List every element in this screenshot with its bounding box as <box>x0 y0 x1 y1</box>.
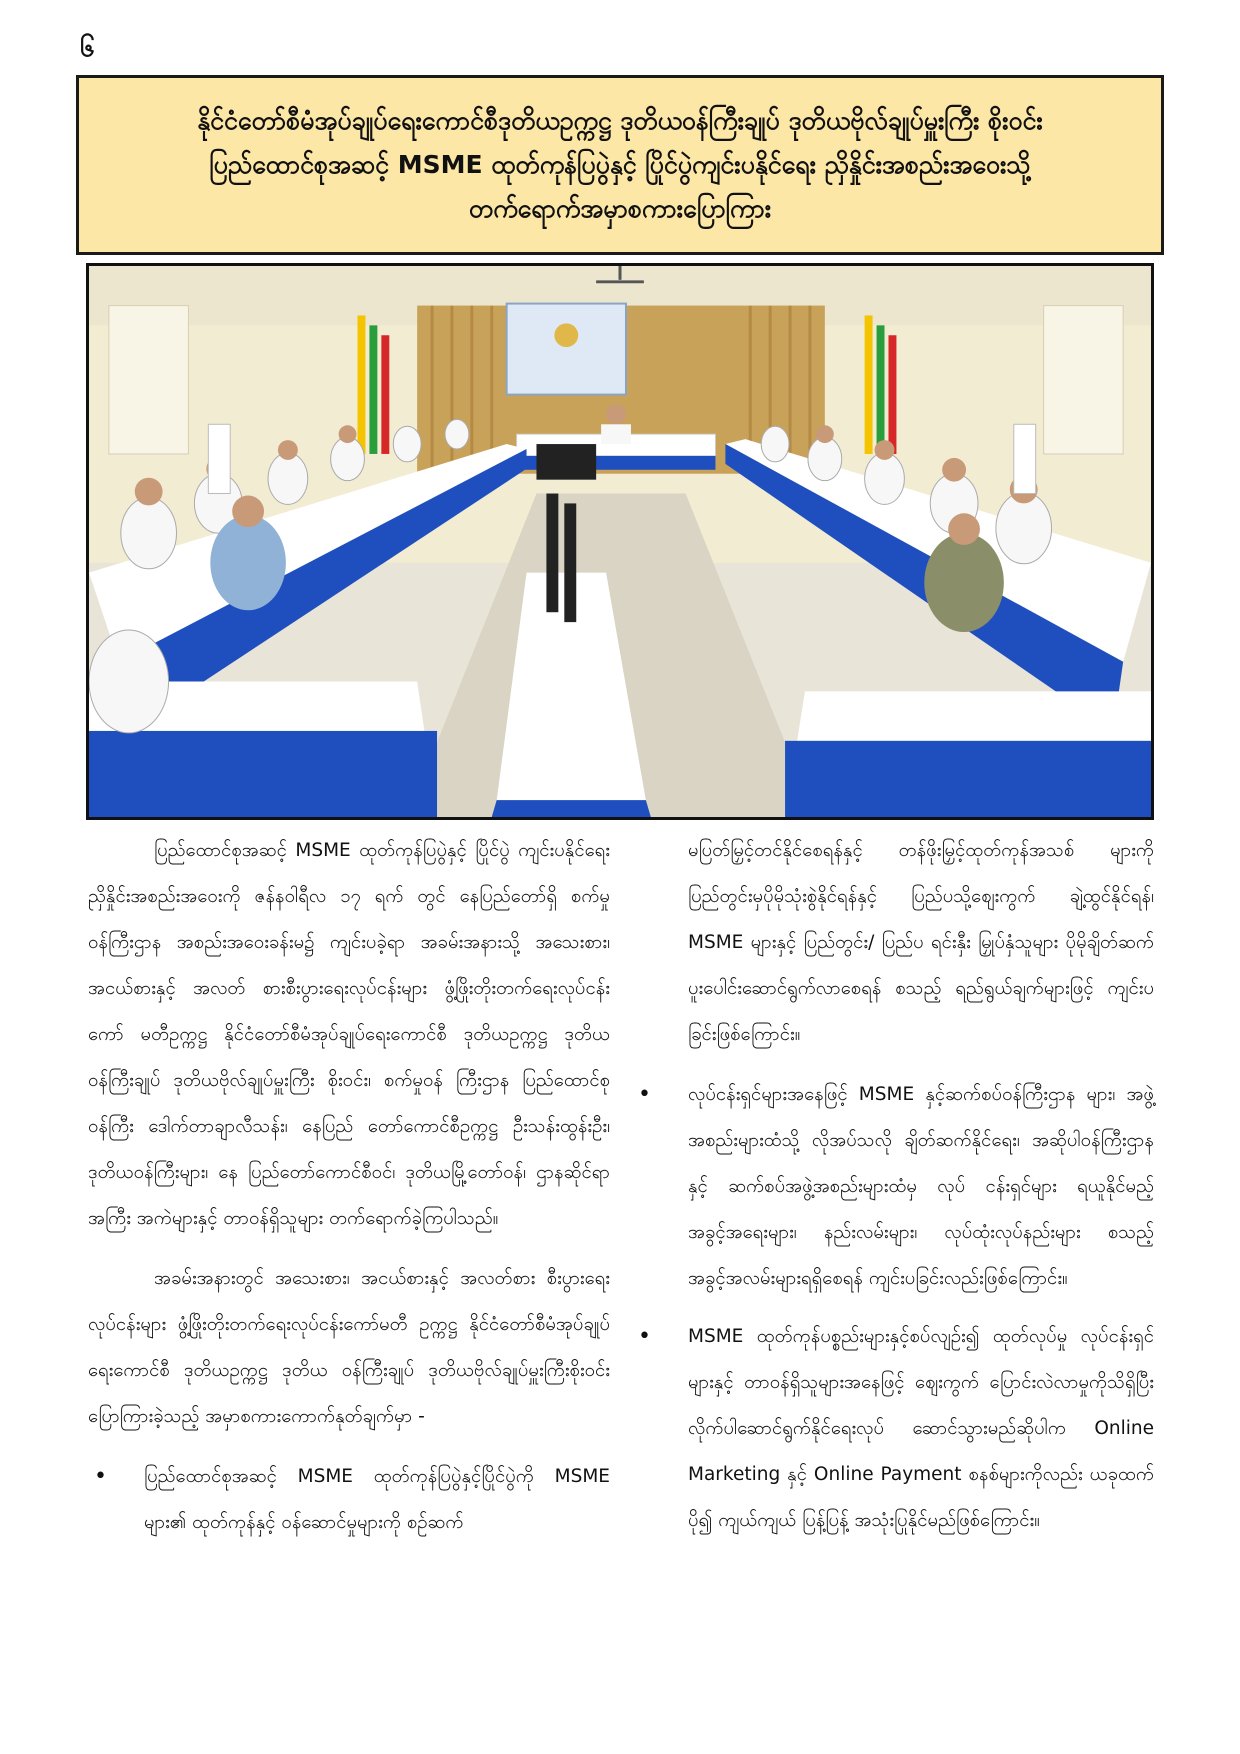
bullet-dot: • <box>638 1324 651 1349</box>
bullet-item-1 <box>88 1454 610 1546</box>
bullet-item-3 <box>632 1314 1154 1544</box>
page-number: ၆ <box>80 33 95 63</box>
bullet-item-1-continuation: မပြတ်မြှင့်တင်နိုင်စေရန်နှင့် တန်ဖိုးမြှင့်ထုတ်ကုန်အသစ် များကို ပြည်တွင်းမှပိုမိုသုံးစွဲနိုင်ရန်နှင့် ပြည်ပသို့စျေးကွက် ချဲ့ထွင်နိုင်ရန်၊ MSME များနှင့် ပြည်တွင်း/ ပြည်ပ ရင်းနှီး မြှုပ်နှံသူများ ပိုမိုချိတ်ဆက်ပူးပေါင်းဆောင်ရွက်လာစေရန် စသည့် ရည်ရွယ်ချက်များဖြင့် ကျင်းပခြင်းဖြစ်ကြောင်း။ <box>688 840 1154 1045</box>
meeting-photo-illustration <box>89 266 1151 817</box>
bullet-dot: • <box>94 1464 107 1489</box>
bullet-item-3-text: MSME ထုတ်ကုန်ပစ္စည်းများနှင့်စပ်လျဉ်း၍ ထုတ်လုပ်မှု လုပ်ငန်းရှင်များနှင့် တာဝန်ရှိသူများအနေဖြင့် ဈေးကွက် ပြောင်းလဲလာမှုကိုသိရှိပြီး လိုက်ပါဆောင်ရွက်နိုင်ရေးလုပ် ဆောင်သွားမည်ဆိုပါက Online Marketing နှင့် Online Payment စနစ်များကိုလည်း ယခုထက်ပို၍ ကျယ်ကျယ် ပြန့်ပြန့် အသုံးပြုနိုင်မည်ဖြစ်ကြောင်း။ <box>688 1326 1154 1531</box>
headline-line-2: ပြည်ထောင်စုအဆင့် MSME ထုတ်ကုန်ပြပွဲနှင့် ပြိုင်ပွဲကျင်းပနိုင်ရေး ညှိနှိုင်းအစည်းအဝေးသို့ <box>209 150 1031 180</box>
bullet-dot: • <box>638 1082 651 1107</box>
meeting-hall-photo <box>86 263 1154 820</box>
headline-line-1: နိုင်ငံတော်စီမံအုပ်ချုပ်ရေးကောင်စီဒုတိယဥက္ကဋ္ဌ ဒုတိယဝန်ကြီးချုပ် ဒုတိယဗိုလ်ချုပ်မှူးကြီး စိုးဝင်း <box>197 106 1043 136</box>
bullet-item-2 <box>632 1072 1154 1302</box>
headline-line-3: တက်ရောက်အမှာစကားပြောကြား <box>468 193 772 223</box>
article-paragraph-1: ပြည်ထောင်စုအဆင့် MSME ထုတ်ကုန်ပြပွဲနှင့် ပြိုင်ပွဲ ကျင်းပနိုင်ရေး ညှိနှိုင်းအစည်းအဝေးကို ဇန်နဝါရီလ ၁၇ ရက် တွင် နေပြည်တော်ရှိ စက်မှုဝန်ကြီးဌာန အစည်းအဝေးခန်းမ၌ ကျင်းပခဲ့ရာ အခမ်းအနားသို့ အသေးစား၊ အငယ်စားနှင့် အလတ် စားစီးပွားရေးလုပ်ငန်းများ ဖွံ့ဖြိုးတိုးတက်ရေးလုပ်ငန်းကော် မတီဥက္ကဋ္ဌ နိုင်ငံတော်စီမံအုပ်ချုပ်ရေးကောင်စီ ဒုတိယဥက္ကဋ္ဌ ဒုတိယဝန်ကြီးချုပ် ဒုတိယဗိုလ်ချုပ်မှူးကြီး စိုးဝင်း၊ စက်မှုဝန် ကြီးဌာန ပြည်ထောင်စုဝန်ကြီး ဒေါက်တာချာလီသန်း၊ နေပြည် တော်ကောင်စီဥက္ကဋ္ဌ ဦးသန်းထွန်းဦး၊ ဒုတိယဝန်ကြီးများ၊ နေ ပြည်တော်ကောင်စီဝင်၊ ဒုတိယမြို့တော်ဝန်၊ ဌာနဆိုင်ရာအကြီး အကဲများနှင့် တာဝန်ရှိသူများ တက်ရောက်ခဲ့ကြပါသည်။ <box>88 840 610 1229</box>
left-column <box>88 828 610 1558</box>
bullet-item-2-text: လုပ်ငန်းရှင်များအနေဖြင့် MSME နှင့်ဆက်စပ်ဝန်ကြီးဌာန များ၊ အဖွဲ့အစည်းများထံသို့ လိုအပ်သလို ချိတ်ဆက်နိုင်ရေး၊ အဆိုပါဝန်ကြီးဌာနနှင့် ဆက်စပ်အဖွဲ့အစည်းများထံမှ လုပ် ငန်းရှင်များ ရယူနိုင်မည့်အခွင့်အရေးများ၊ နည်းလမ်းများ၊ လုပ်ထုံးလုပ်နည်းများ စသည့် အခွင့်အလမ်းများရရှိစေရန် ကျင်းပခြင်းလည်းဖြစ်ကြောင်း။ <box>688 1084 1154 1289</box>
article-paragraph-2: အခမ်းအနားတွင် အသေးစား၊ အငယ်စားနှင့် အလတ်စား စီးပွားရေးလုပ်ငန်းများ ဖွံ့ဖြိုးတိုးတက်ရေးလုပ်ငန်းကော်မတီ ဥက္ကဋ္ဌ နိုင်ငံတော်စီမံအုပ်ချုပ်ရေးကောင်စီ ဒုတိယဥက္ကဋ္ဌ ဒုတိယ ဝန်ကြီးချုပ် ဒုတိယဗိုလ်ချုပ်မှူးကြီးစိုးဝင်း ပြောကြားခဲ့သည့် အမှာစကားကောက်နုတ်ချက်မှာ - <box>88 1268 610 1427</box>
right-column <box>632 828 1154 1556</box>
bullet-item-1-text: ပြည်ထောင်စုအဆင့် MSME ထုတ်ကုန်ပြပွဲနှင့်ပြိုင်ပွဲကို MSME များ၏ ထုတ်ကုန်နှင့် ဝန်ဆောင်မှုများကို စဉ်ဆက် <box>144 1466 610 1533</box>
headline-box <box>76 75 1164 255</box>
